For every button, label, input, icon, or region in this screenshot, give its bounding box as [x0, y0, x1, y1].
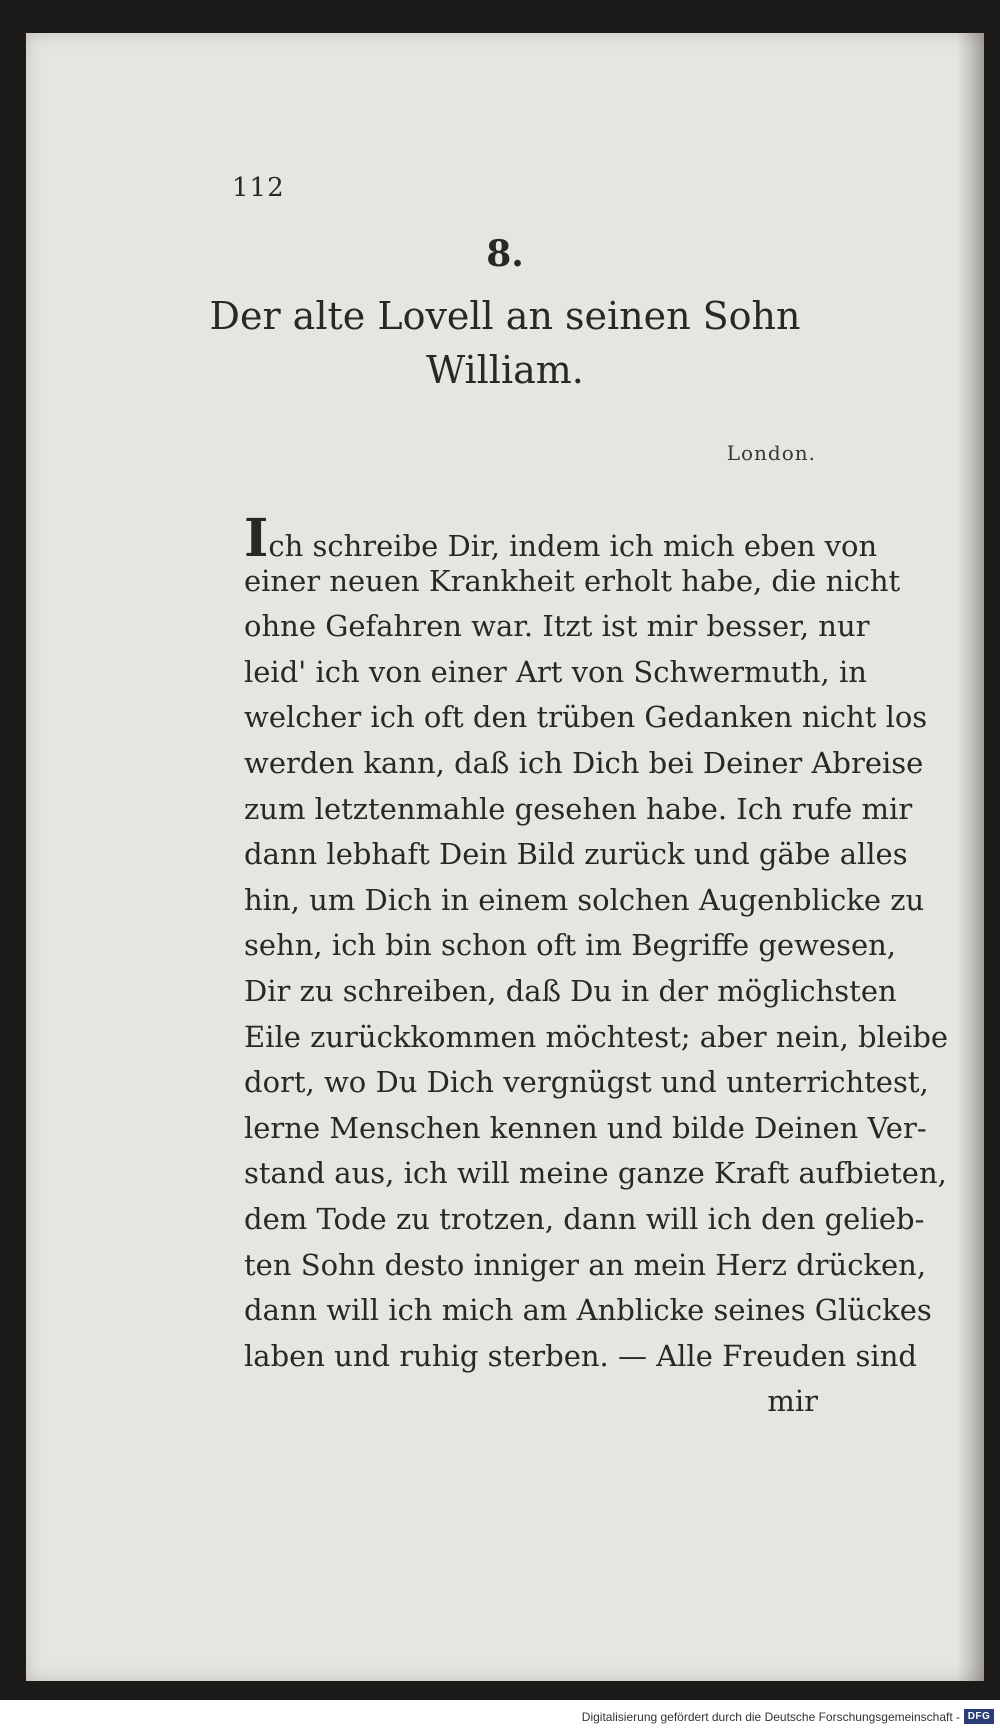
- book-page: [26, 33, 984, 1681]
- letter-body: [244, 508, 949, 1425]
- body-line: zum letztenmahle gesehen habe. Ich rufe mir: [244, 791, 913, 826]
- page-number: 112: [232, 173, 285, 203]
- body-line: [244, 508, 878, 569]
- body-line: lerne Menschen kennen und bilde Deinen Ver-: [244, 1110, 927, 1145]
- body-line: ohne Gefahren war. Itzt ist mir besser, nur: [244, 609, 870, 644]
- body-line: welcher ich oft den trüben Gedanken nicht los: [244, 700, 928, 735]
- dfg-logo: DFG: [964, 1709, 994, 1724]
- body-line: Dir zu schreiben, daß Du in der möglichsten: [244, 973, 897, 1008]
- body-line: ten Sohn desto inniger an mein Herz drücken,: [244, 1247, 927, 1282]
- letter-title-line-1: Der alte Lovell an seinen Sohn: [209, 294, 801, 338]
- letter-place: London.: [726, 441, 816, 465]
- body-line: dort, wo Du Dich vergnügst und unterrichtest,: [244, 1065, 929, 1100]
- body-line: laben und ruhig sterben. — Alle Freuden sind: [244, 1338, 917, 1373]
- body-line: Eile zurückkommen möchtest; aber nein, bleibe: [244, 1019, 949, 1054]
- body-line: leid' ich von einer Art von Schwermuth, in: [244, 654, 867, 689]
- footer-bar: [0, 1700, 1000, 1734]
- body-line: einer neuen Krankheit erholt habe, die nicht: [244, 563, 901, 598]
- body-line: stand aus, ich will meine ganze Kraft aufbieten,: [244, 1156, 947, 1191]
- body-line: dann will ich mich am Anblicke seines Glückes: [244, 1293, 932, 1328]
- page-edge-shadow: [956, 33, 984, 1681]
- body-line: werden kann, daß ich Dich bei Deiner Abreise: [244, 745, 924, 780]
- body-line: dann lebhaft Dein Bild zurück und gäbe alles: [244, 837, 908, 872]
- letter-title: [26, 289, 984, 397]
- drop-capital: I: [244, 508, 269, 569]
- body-line: hin, um Dich in einem solchen Augenblicke zu: [244, 882, 925, 917]
- body-line: sehn, ich bin schon oft im Begriffe gewesen,: [244, 928, 897, 963]
- catchword: mir: [767, 1384, 818, 1419]
- digitization-credit: Digitalisierung gefördert durch die Deutsche Forschungsgemeinschaft -: [581, 1710, 960, 1724]
- letter-title-line-2: William.: [426, 348, 584, 392]
- letter-number: 8.: [486, 233, 524, 275]
- body-line-text: ch schreibe Dir, indem ich mich eben von: [268, 529, 878, 563]
- body-line: dem Tode zu trotzen, dann will ich den gelieb-: [244, 1201, 925, 1236]
